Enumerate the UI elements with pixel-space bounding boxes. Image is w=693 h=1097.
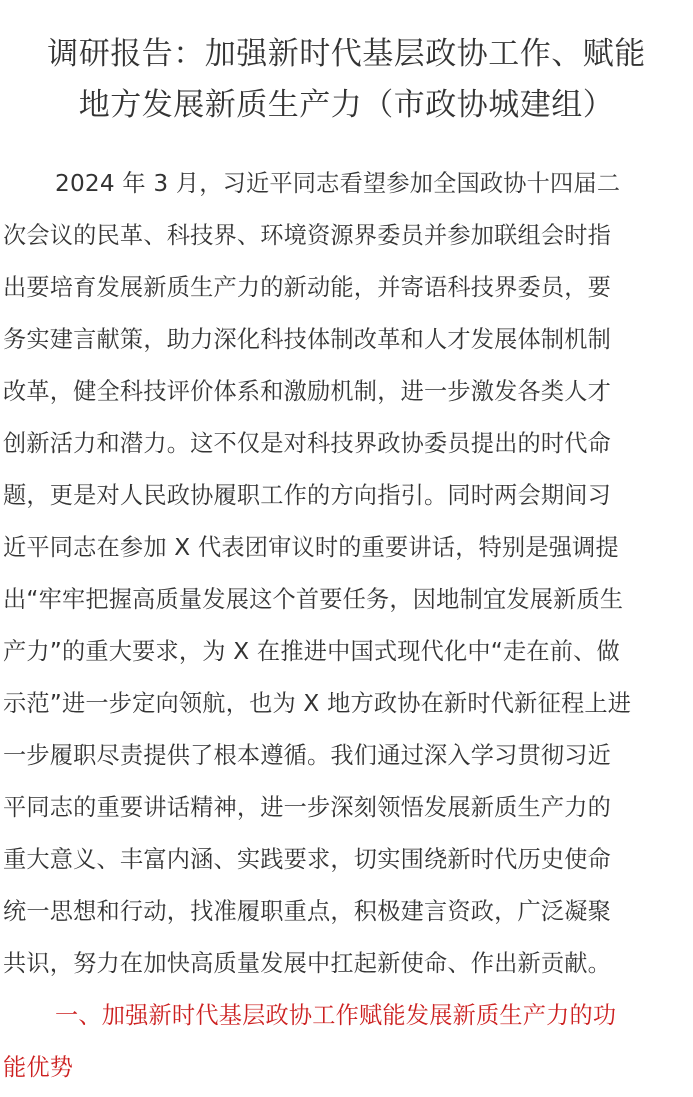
paragraph-line-2: 次会议的民革、科技界、环境资源界委员并参加联组会时指 bbox=[3, 222, 612, 249]
paragraph-line-16: 共识，努力在加快高质量发展中扛起新使命、作出新贡献。 bbox=[3, 950, 612, 977]
paragraph-line-4: 务实建言献策，助力深化科技体制改革和人才发展体制机制 bbox=[3, 326, 612, 353]
paragraph-line-8: 近平同志在参加 X 代表团审议时的重要讲话，特别是强调提 bbox=[3, 534, 619, 561]
paragraph-line-14: 重大意义、丰富内涵、实践要求，切实围绕新时代历史使命 bbox=[3, 846, 612, 873]
paragraph-line-3: 出要培育发展新质生产力的新动能，并寄语科技界委员，要 bbox=[3, 274, 612, 301]
section-heading-line-2: 能优势 bbox=[3, 1054, 74, 1081]
paragraph-line-5: 改革，健全科技评价体系和激励机制，进一步激发各类人才 bbox=[3, 378, 612, 405]
paragraph-line-11: 示范”进一步定向领航，也为 X 地方政协在新时代新征程上进 bbox=[3, 690, 632, 717]
section-heading-line-1: 一、加强新时代基层政协工作赋能发展新质生产力的功 bbox=[55, 1002, 617, 1029]
paragraph-line-1: 2024 年 3 月，习近平同志看望参加全国政协十四届二 bbox=[55, 170, 621, 197]
paragraph-line-15: 统一思想和行动，找准履职重点，积极建言资政，广泛凝聚 bbox=[3, 898, 612, 925]
paragraph-line-13: 平同志的重要讲话精神，进一步深刻领悟发展新质生产力的 bbox=[3, 794, 612, 821]
paragraph-line-10: 产力”的重大要求，为 X 在推进中国式现代化中“走在前、做 bbox=[3, 638, 620, 665]
paragraph-line-6: 创新活力和潜力。这不仅是对科技界政协委员提出的时代命 bbox=[3, 430, 612, 457]
paragraph-line-9: 出“牢牢把握高质量发展这个首要任务，因地制宜发展新质生 bbox=[3, 586, 624, 613]
paragraph-line-12: 一步履职尽责提供了根本遵循。我们通过深入学习贯彻习近 bbox=[3, 742, 612, 769]
paragraph-line-7: 题，更是对人民政协履职工作的方向指引。同时两会期间习 bbox=[3, 482, 612, 509]
document-title-line-2: 地方发展新质生产力（市政协城建组） bbox=[78, 87, 615, 123]
document-title-line-1: 调研报告：加强新时代基层政协工作、赋能 bbox=[47, 36, 646, 72]
